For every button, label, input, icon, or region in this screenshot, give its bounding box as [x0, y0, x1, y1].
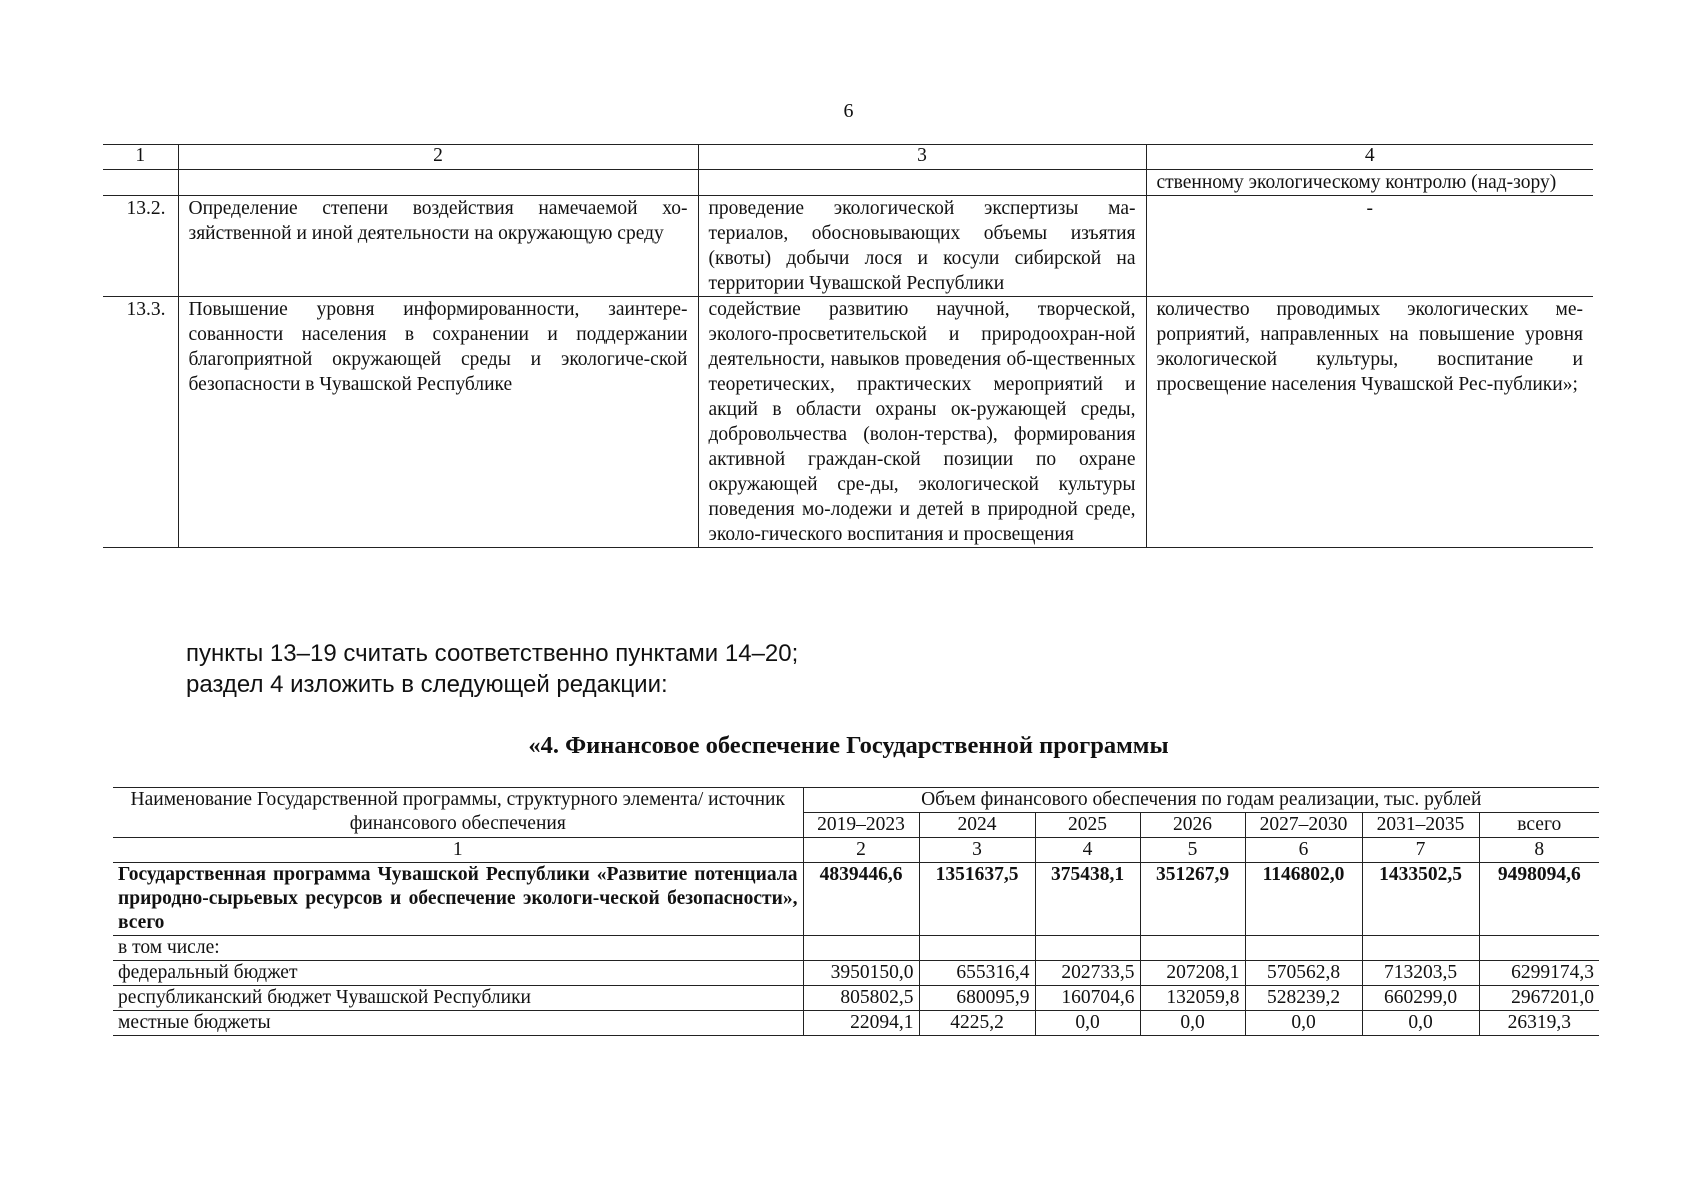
value-cell: 0,0	[1140, 1011, 1245, 1036]
value-cell: 2967201,0	[1479, 986, 1599, 1011]
value-cell: 805802,5	[803, 986, 919, 1011]
value-cell: 680095,9	[919, 986, 1035, 1011]
column-number-cell: 2	[803, 838, 919, 863]
column-numbers-row	[113, 838, 1599, 863]
value-cell: 22094,1	[803, 1011, 919, 1036]
column-number-cell: 3	[698, 145, 1146, 170]
year-header: 2026	[1140, 813, 1245, 838]
value-cell: 351267,9	[1140, 863, 1245, 936]
year-header: 2027–2030	[1245, 813, 1362, 838]
table-row	[103, 297, 1593, 548]
value-cell: 207208,1	[1140, 961, 1245, 986]
table-row	[113, 986, 1599, 1011]
cell-indicator: количество проводимых экологических ме-роприятий, направленных на повышение уровня экологической культуры, воспитание и просвещение населения Чувашской Рес-публики»;	[1146, 297, 1593, 548]
value-cell: 132059,8	[1140, 986, 1245, 1011]
including-label: в том числе:	[113, 936, 803, 961]
cell-number: 13.3.	[103, 297, 178, 548]
column-number-cell: 6	[1245, 838, 1362, 863]
year-header: 2024	[919, 813, 1035, 838]
column-number-cell: 4	[1146, 145, 1593, 170]
cell-measure: содействие развитию научной, творческой, эколого-просветительской и природоохран-ной деятельности, навыков проведения об-щественных теоретических, практических мероприятий и акций в области охраны ок-ружающей среды, добровольчества (волон-терства), формирования активной граждан-ской позиции по охране окружающей сре-ды, экологической культуры поведения мо-лодежи и детей в природной среде, эколо-гического воспитания и просвещения	[698, 297, 1146, 548]
cell-number: 13.2.	[103, 196, 178, 297]
year-header: 2019–2023	[803, 813, 919, 838]
name-header: Наименование Государственной программы, структурного элемента/ источник финансового обеспечения	[113, 788, 803, 838]
value-cell: 26319,3	[1479, 1011, 1599, 1036]
value-cell: 4225,2	[919, 1011, 1035, 1036]
source-name: федеральный бюджет	[113, 961, 803, 986]
total-header: всего	[1479, 813, 1599, 838]
upper-table	[103, 144, 1593, 548]
paragraph: пункты 13–19 считать соответственно пунктами 14–20;	[186, 640, 799, 667]
value-cell: 528239,2	[1245, 986, 1362, 1011]
total-row	[113, 863, 1599, 936]
column-number-cell: 3	[919, 838, 1035, 863]
cell-indicator: -	[1146, 196, 1593, 297]
year-header: 2025	[1035, 813, 1140, 838]
column-number-cell: 5	[1140, 838, 1245, 863]
value-cell: 4839446,6	[803, 863, 919, 936]
table-header-row	[113, 788, 1599, 813]
value-cell: 1146802,0	[1245, 863, 1362, 936]
value-cell: 9498094,6	[1479, 863, 1599, 936]
finance-table	[113, 787, 1599, 1036]
value-cell: 1433502,5	[1362, 863, 1479, 936]
value-cell: 0,0	[1362, 1011, 1479, 1036]
column-number-cell: 1	[103, 145, 178, 170]
cell-measure: проведение экологической экспертизы ма-териалов, обосновывающих объемы изъятия (квоты) добычи лося и косули сибирской на территории Чувашской Республики	[698, 196, 1146, 297]
value-cell: 713203,5	[1362, 961, 1479, 986]
value-cell: 375438,1	[1035, 863, 1140, 936]
value-cell: 0,0	[1035, 1011, 1140, 1036]
table-row	[113, 1011, 1599, 1036]
table-row	[103, 170, 1593, 196]
column-number-cell: 2	[178, 145, 698, 170]
value-cell: 655316,4	[919, 961, 1035, 986]
cell-indicator: ственному экологическому контролю (над-зору)	[1146, 170, 1593, 196]
value-cell: 570562,8	[1245, 961, 1362, 986]
table-row	[103, 196, 1593, 297]
value-cell: 3950150,0	[803, 961, 919, 986]
page-number: 6	[843, 100, 854, 122]
value-cell: 0,0	[1245, 1011, 1362, 1036]
column-number-cell: 4	[1035, 838, 1140, 863]
value-cell: 1351637,5	[919, 863, 1035, 936]
program-name: Государственная программа Чувашской Республики «Развитие потенциала природно-сырьевых ресурсов и обеспечение экологи-ческой безопасности», всего	[113, 863, 803, 936]
year-header: 2031–2035	[1362, 813, 1479, 838]
source-name: местные бюджеты	[113, 1011, 803, 1036]
paragraph: раздел 4 изложить в следующей редакции:	[186, 671, 668, 698]
table-row	[113, 936, 1599, 961]
volume-header: Объем финансового обеспечения по годам реализации, тыс. рублей	[803, 788, 1599, 813]
column-number-cell: 8	[1479, 838, 1599, 863]
column-number-cell: 1	[113, 838, 803, 863]
source-name: республиканский бюджет Чувашской Республики	[113, 986, 803, 1011]
cell-task: Определение степени воздействия намечаемой хо-зяйственной и иной деятельности на окружающую среду	[178, 196, 698, 297]
value-cell: 6299174,3	[1479, 961, 1599, 986]
column-number-cell: 7	[1362, 838, 1479, 863]
value-cell: 160704,6	[1035, 986, 1140, 1011]
section-heading: «4. Финансовое обеспечение Государственной программы	[528, 732, 1169, 759]
cell-task: Повышение уровня информированности, заинтере-сованности населения в сохранении и поддержании благоприятной окружающей среды и экологиче-ской безопасности в Чувашской Республике	[178, 297, 698, 548]
value-cell: 202733,5	[1035, 961, 1140, 986]
table-row	[113, 961, 1599, 986]
table-header-row	[103, 145, 1593, 170]
value-cell: 660299,0	[1362, 986, 1479, 1011]
